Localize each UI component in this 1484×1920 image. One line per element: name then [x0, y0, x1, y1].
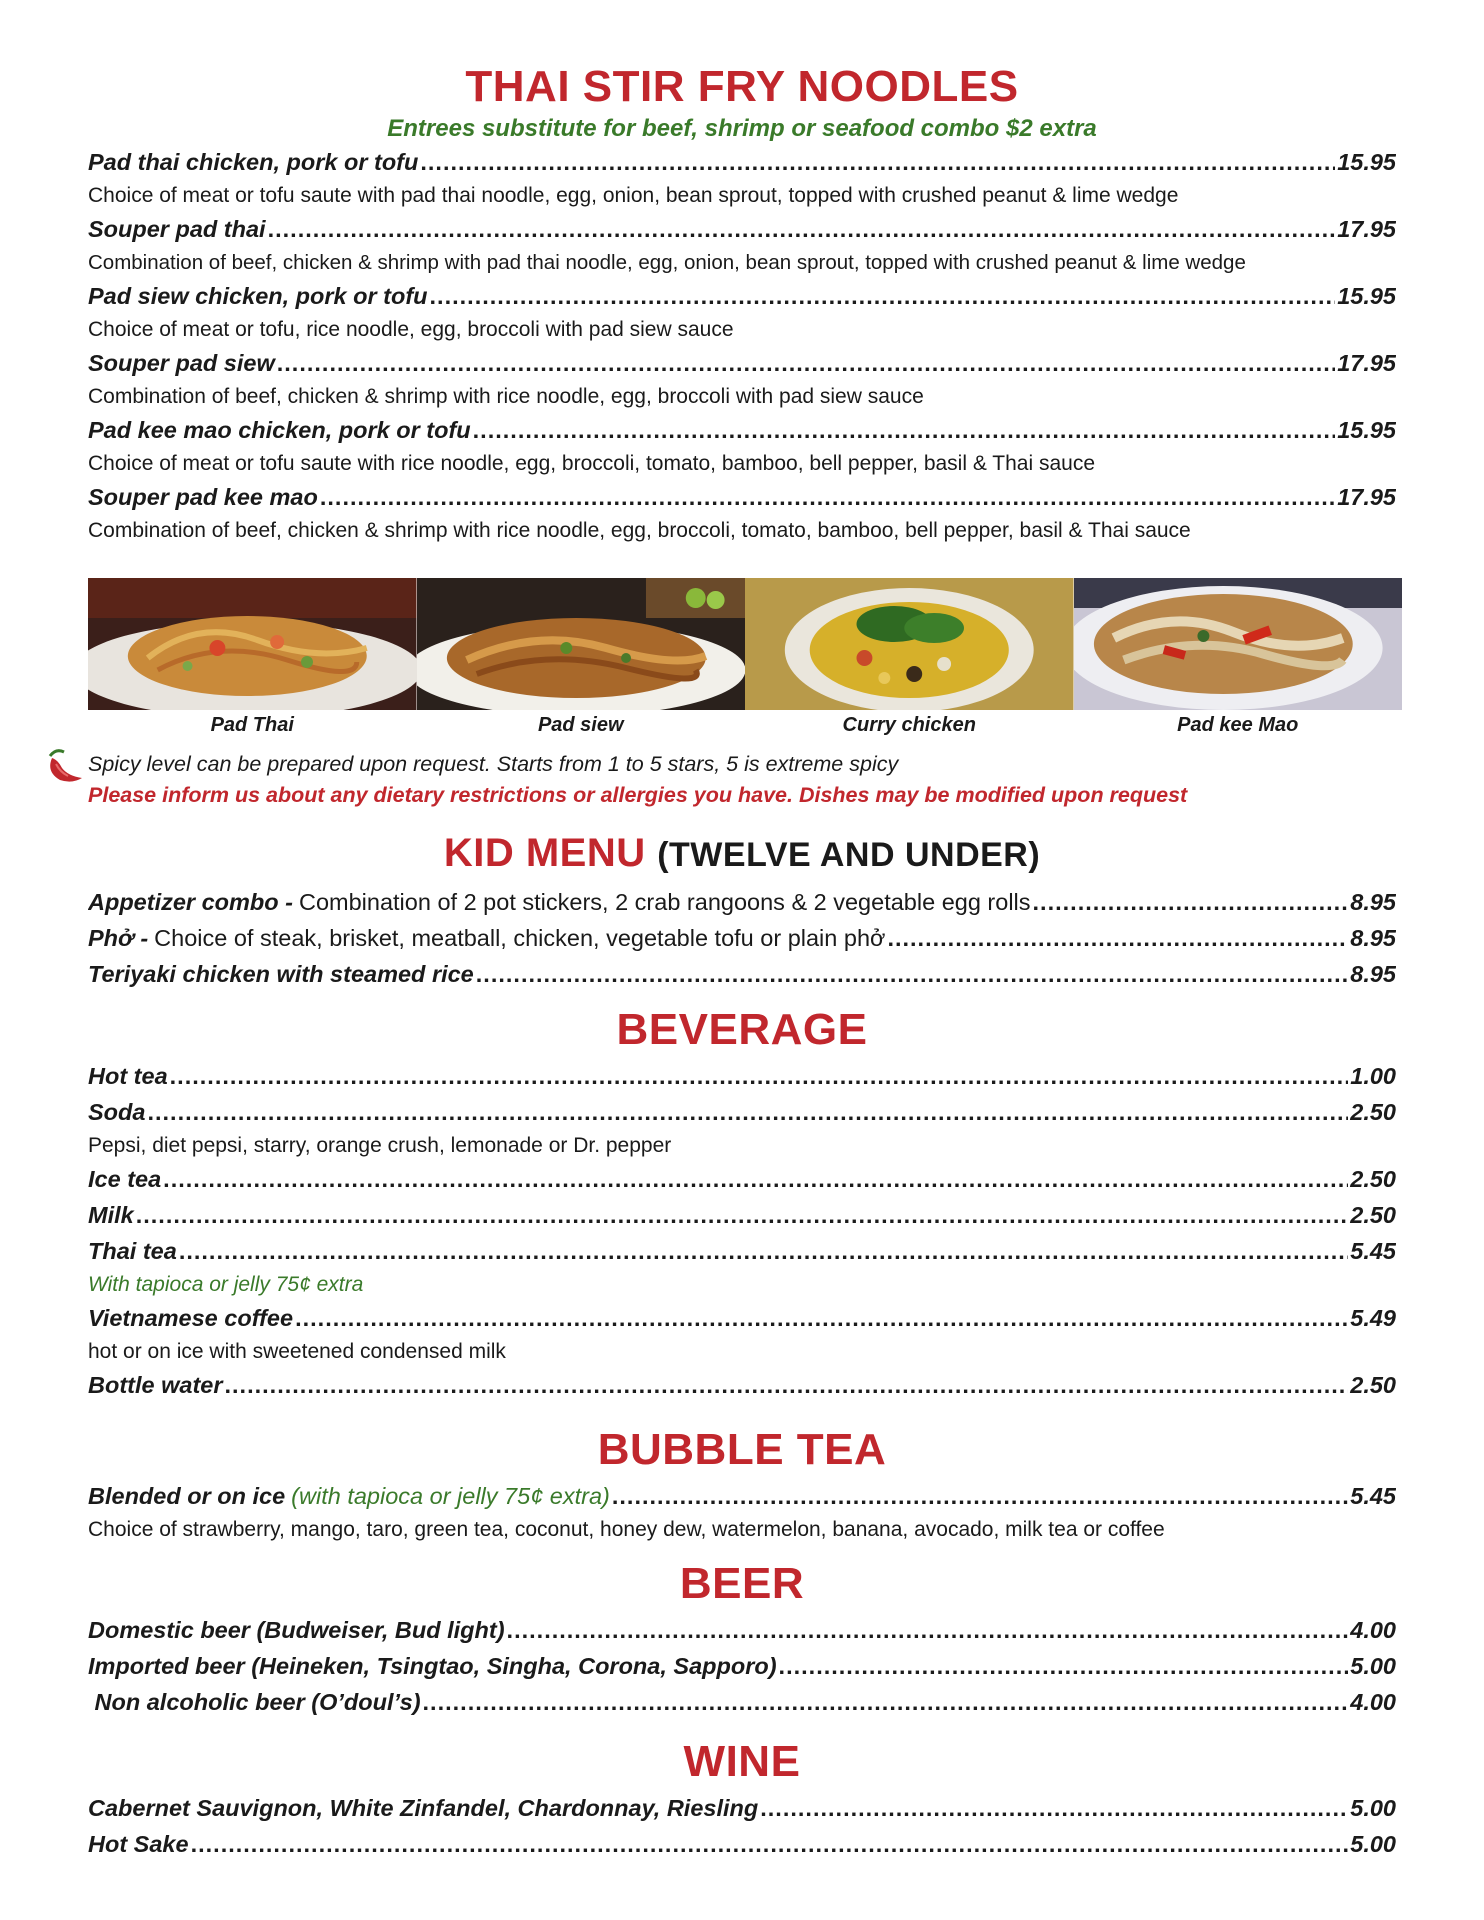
item-price: 17.95 [1337, 484, 1396, 510]
item-description: Choice of meat or tofu, rice noodle, egg, broccoli with pad siew sauce [88, 318, 734, 341]
beer-section [88, 1558, 1396, 1720]
list-item [88, 1233, 1396, 1300]
wine-list [88, 1790, 1396, 1862]
item-description: Combination of beef, chicken & shrimp with pad thai noodle, egg, onion, bean sprout, topped with crushed peanut & lime wedge [88, 251, 1246, 274]
item-name: Pad thai chicken, pork or tofu [88, 149, 419, 175]
photo-caption: Pad kee Mao [1177, 714, 1299, 736]
item-name: Hot tea [88, 1063, 168, 1089]
list-item [88, 412, 1396, 479]
item-name: Pad kee mao chicken, pork or tofu [88, 417, 471, 443]
kid-menu-section [88, 828, 1396, 992]
item-inline-description: Choice of steak, brisket, meatball, chicken, vegetable tofu or plain phở [154, 925, 886, 951]
item-inline-note: (with tapioca or jelly 75¢ extra) [291, 1483, 610, 1509]
bubble-tea-section [88, 1424, 1396, 1545]
item-price: 15.95 [1337, 149, 1396, 175]
item-price: 2.50 [1350, 1099, 1396, 1125]
item-price: 8.95 [1350, 925, 1396, 951]
item-name: Imported beer (Heineken, Tsingtao, Singha, Corona, Sapporo) [88, 1653, 777, 1679]
list-item [88, 1612, 1396, 1648]
kid-menu-heading [88, 828, 1396, 880]
pad-kee-mao-photo [1074, 578, 1403, 710]
pad-siew-photo [417, 578, 746, 710]
item-price: 5.00 [1350, 1653, 1396, 1679]
list-item [88, 1790, 1396, 1826]
photo-captions [88, 714, 1402, 737]
item-price: 8.95 [1350, 889, 1396, 915]
wine-title: WINE [683, 1737, 801, 1786]
item-price: 5.45 [1350, 1483, 1396, 1509]
dish-photos [88, 578, 1402, 710]
item-price: 8.95 [1350, 961, 1396, 987]
noodles-section [88, 62, 1396, 546]
list-item [88, 1367, 1396, 1403]
kid-menu-list [88, 884, 1396, 992]
noodles-list [88, 144, 1396, 546]
list-item [88, 920, 1396, 956]
list-item [88, 1826, 1396, 1862]
item-price: 5.49 [1350, 1305, 1396, 1331]
item-price: 17.95 [1337, 216, 1396, 242]
photo-caption: Pad siew [537, 714, 624, 736]
list-item [88, 479, 1396, 546]
list-item [88, 1197, 1396, 1233]
item-name: Souper pad siew [88, 350, 275, 376]
list-item [88, 345, 1396, 412]
list-item [88, 144, 1396, 211]
spicy-note: Spicy level can be prepared upon request. Starts from 1 to 5 stars, 5 is extreme spicy [88, 752, 899, 776]
item-description: Pepsi, diet pepsi, starry, orange crush, lemonade or Dr. pepper [88, 1134, 672, 1157]
item-description: Combination of beef, chicken & shrimp with rice noodle, egg, broccoli with pad siew sauce [88, 385, 924, 408]
kid-menu-title: KID MENU [443, 831, 646, 875]
item-name: Phở - [88, 925, 149, 951]
list-item [88, 956, 1396, 992]
list-item [88, 1478, 1396, 1545]
item-description: hot or on ice with sweetened condensed milk [88, 1340, 506, 1363]
wine-section [88, 1736, 1396, 1862]
chili-pepper-icon [42, 744, 86, 784]
item-name: Ice tea [88, 1166, 162, 1192]
item-name: Vietnamese coffee [88, 1305, 294, 1331]
item-name: Cabernet Sauvignon, White Zinfandel, Chardonnay, Riesling [88, 1795, 759, 1821]
bubble-tea-title: BUBBLE TEA [597, 1425, 887, 1474]
item-name: Bottle water [88, 1372, 223, 1398]
item-inline-description: Combination of 2 pot stickers, 2 crab rangoons & 2 vegetable egg rolls [298, 889, 1031, 915]
item-price: 1.00 [1350, 1063, 1396, 1089]
list-item [88, 211, 1396, 278]
item-price: 2.50 [1350, 1372, 1396, 1398]
curry-chicken-photo [745, 578, 1074, 710]
kid-menu-age-note: (TWELVE AND UNDER) [657, 836, 1041, 874]
beer-title: BEER [679, 1559, 805, 1608]
photo-caption: Curry chicken [842, 714, 976, 736]
item-price: 5.00 [1350, 1795, 1396, 1821]
pad-thai-photo [88, 578, 417, 710]
item-price: 5.45 [1350, 1238, 1396, 1264]
item-description: Choice of meat or tofu saute with rice noodle, egg, broccoli, tomato, bamboo, bell pepper, basil & Thai sauce [88, 452, 1096, 475]
item-price: 4.00 [1350, 1689, 1396, 1715]
beverage-list [88, 1058, 1396, 1403]
item-name: Non alcoholic beer (O’doul’s) [88, 1689, 421, 1715]
item-description: Combination of beef, chicken & shrimp with rice noodle, egg, broccoli, tomato, bamboo, bell pepper, basil & Thai sauce [88, 519, 1191, 542]
item-name: Blended or on ice [88, 1483, 286, 1509]
item-name: Domestic beer (Budweiser, Bud light) [88, 1617, 505, 1643]
item-price: 15.95 [1337, 283, 1396, 309]
item-price: 2.50 [1350, 1202, 1396, 1228]
item-name: Soda [88, 1099, 146, 1125]
item-description: Choice of meat or tofu saute with pad thai noodle, egg, onion, bean sprout, topped with crushed peanut & lime wedge [88, 184, 1179, 207]
list-item [88, 884, 1396, 920]
noodles-title: THAI STIR FRY NOODLES [465, 62, 1019, 111]
beverage-section [88, 1004, 1396, 1403]
item-description: Choice of strawberry, mango, taro, green tea, coconut, honey dew, watermelon, banana, avocado, milk tea or coffee [88, 1518, 1165, 1541]
item-name: Souper pad thai [88, 216, 266, 242]
item-price: 5.00 [1350, 1831, 1396, 1857]
item-price: 2.50 [1350, 1166, 1396, 1192]
item-name: Appetizer combo - [88, 889, 293, 915]
item-price: 17.95 [1337, 350, 1396, 376]
list-item [88, 1300, 1396, 1367]
item-name: Hot Sake [88, 1831, 189, 1857]
photo-caption: Pad Thai [210, 714, 294, 736]
beverage-title: BEVERAGE [616, 1005, 868, 1054]
item-price: 15.95 [1337, 417, 1396, 443]
list-item [88, 1648, 1396, 1684]
item-name: Pad siew chicken, pork or tofu [88, 283, 428, 309]
list-item [88, 1094, 1396, 1161]
list-item [88, 1161, 1396, 1197]
list-item [88, 1058, 1396, 1094]
item-name: Souper pad kee mao [88, 484, 318, 510]
item-name: Thai tea [88, 1238, 177, 1264]
item-name: Teriyaki chicken with steamed rice [88, 961, 474, 987]
list-item [88, 1684, 1396, 1720]
noodles-subtitle: Entrees substitute for beef, shrimp or seafood combo $2 extra [387, 115, 1097, 142]
beer-list [88, 1612, 1396, 1720]
item-note: With tapioca or jelly 75¢ extra [88, 1273, 364, 1296]
allergy-note: Please inform us about any dietary restrictions or allergies you have. Dishes may be modified upon request [88, 783, 1188, 807]
item-price: 4.00 [1350, 1617, 1396, 1643]
list-item [88, 278, 1396, 345]
item-name: Milk [88, 1202, 134, 1228]
